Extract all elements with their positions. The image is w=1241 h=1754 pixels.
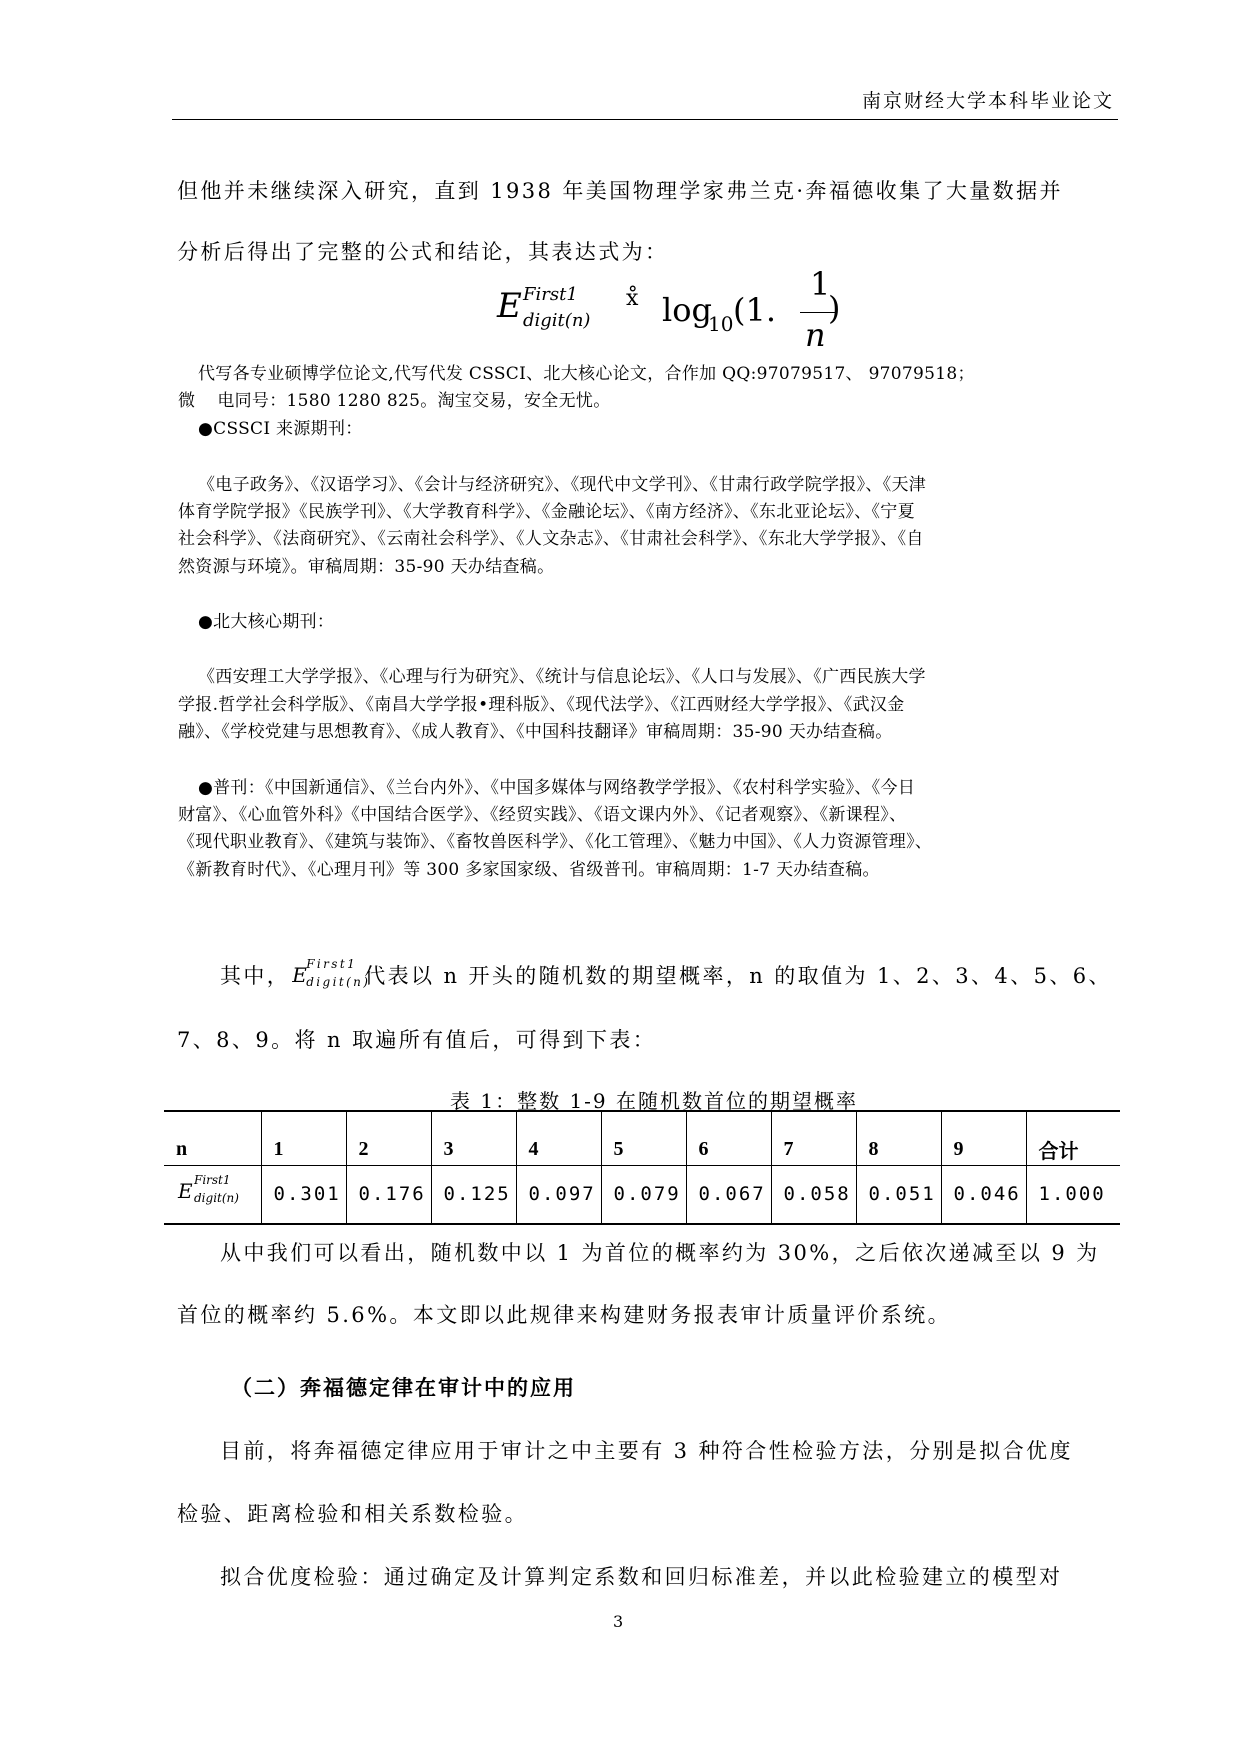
- table-header-cell: n: [176, 1137, 188, 1160]
- header-rule: [172, 119, 1118, 120]
- p4-line-2: 检验、距离检验和相关系数检验。: [177, 1502, 528, 1526]
- table-header-cell: 4: [516, 1111, 601, 1165]
- table-cell: 0.125: [431, 1165, 516, 1224]
- table-row: [164, 1165, 1120, 1224]
- general-line-4: 《新教育时代》、《心理月刊》等 300 多家国家级、省级普刊。审稿周期：1-7 天办结查稿。: [178, 860, 880, 880]
- p2-line-1: [220, 956, 1112, 993]
- formula-subscript: digit(n): [523, 310, 591, 331]
- p5-line-1: 拟合优度检验：通过确定及计算判定系数和回归标准差，并以此检验建立的模型对: [220, 1565, 1063, 1589]
- table-cell: 0.176: [346, 1165, 431, 1224]
- general-line-2: 财富》、《心血管外科》《中国结合医学》、《经贸实践》、《语文课内外》、《记者观察》、《新课程》、: [178, 805, 907, 825]
- table-cell: 0.079: [601, 1165, 686, 1224]
- ad-line-2-a: 微: [178, 391, 196, 411]
- inline-formula: E First1 digit(n): [292, 956, 371, 989]
- cssci-heading: ●CSSCI 来源期刊：: [198, 419, 363, 439]
- table-row-label: [164, 1165, 261, 1224]
- p1-line-1: 但他并未继续深入研究，直到 1938 年美国物理学家弗兰克·奔福德收集了大量数据并: [177, 179, 1063, 203]
- ad-line-2-b: 电同号：1580 1280 825。淘宝交易，安全无忧。: [217, 391, 611, 411]
- p2-prefix: 其中，: [220, 964, 291, 988]
- p1-line-2: 分析后得出了完整的公式和结论，其表达式为：: [177, 240, 669, 264]
- p3-line-1: 从中我们可以看出，随机数中以 1 为首位的概率约为 30%，之后依次递减至以 9 为: [220, 1241, 1100, 1265]
- table-header-cell: 6: [686, 1111, 771, 1165]
- pku-line-1: 《西安理工大学学报》、《心理与行为研究》、《统计与信息论坛》、《人口与发展》、《广西民族大学: [198, 667, 926, 687]
- pku-line-2: 学报.哲学社会科学版》、《南昌大学学报•理科版》、《现代法学》、《江西财经大学学报》、《武汉金: [178, 695, 905, 715]
- table-cell: 0.301: [261, 1165, 346, 1224]
- table-cell: 0.046: [941, 1165, 1026, 1224]
- general-line-3: 《现代职业教育》、《建筑与装饰》、《畜牧兽医科学》、《化工管理》、《魅力中国》、《人力资源管理》、: [178, 832, 933, 852]
- table-header-cell: 1: [261, 1111, 346, 1165]
- table-header-cell: 9: [941, 1111, 1026, 1165]
- p2-line-2: 7、8、9。将 n 取遍所有值后，可得到下表：: [177, 1028, 657, 1052]
- table-header-cell: 8: [856, 1111, 941, 1165]
- page-number: 3: [613, 1612, 624, 1631]
- running-header: 南京财经大学本科毕业论文: [862, 90, 1115, 112]
- p3-line-2: 首位的概率约 5.6%。本文即以此规律来构建财务报表审计质量评价系统。: [177, 1303, 952, 1327]
- table-header-cell: 5: [601, 1111, 686, 1165]
- formula-close: ): [828, 289, 841, 327]
- ad-line-1: 代写各专业硕博学位论文,代写代发 CSSCI、北大核心论文，合作加 QQ:97079517、 97079518；: [198, 364, 975, 384]
- table-cell: 0.051: [856, 1165, 941, 1224]
- table-cell: 0.097: [516, 1165, 601, 1224]
- table-header-cell: 3: [431, 1111, 516, 1165]
- table-header-row: [164, 1111, 1120, 1165]
- formula-denominator: n: [805, 316, 826, 354]
- formula-mark: ⅹ̊: [626, 286, 639, 311]
- pku-heading: ●北大核心期刊：: [198, 612, 335, 632]
- section-subheading: （二）奔福德定律在审计中的应用: [231, 1376, 576, 1400]
- formula-numerator: 1: [810, 265, 831, 303]
- table-cell: 0.067: [686, 1165, 771, 1224]
- cssci-line-1: 《电子政务》、《汉语学习》、《会计与经济研究》、《现代中文学刊》、《甘肃行政学院学报》、《天津: [198, 475, 927, 495]
- benford-table: [164, 1110, 1120, 1225]
- pku-line-3: 融》、《学校党建与思想教育》、《成人教育》、《中国科技翻译》审稿周期：35-90 天办结查稿。: [178, 722, 893, 742]
- formula-log-base: 10: [708, 312, 734, 336]
- formula-log: log: [662, 291, 712, 329]
- p2-suffix: 代表以 n 开头的随机数的期望概率，n 的取值为 1、2、3、4、5、6、: [364, 964, 1112, 988]
- table-caption: 表 1：整数 1-9 在随机数首位的期望概率: [450, 1089, 859, 1113]
- table-header-cell: 2: [346, 1111, 431, 1165]
- cssci-line-3: 社会科学》、《法商研究》、《云南社会科学》、《人文杂志》、《甘肃社会科学》、《东北大学学报》、《自: [178, 529, 924, 549]
- table-cell: 0.058: [771, 1165, 856, 1224]
- cssci-line-2: 体育学院学报》《民族学刊》、《大学教育科学》、《金融论坛》、《南方经济》、《东北亚论坛》、《宁夏: [178, 502, 915, 522]
- cssci-line-4: 然资源与环境》。审稿周期：35-90 天办结查稿。: [178, 557, 555, 577]
- formula-open: (1.: [733, 291, 777, 329]
- p4-line-1: 目前，将奔福德定律应用于审计之中主要有 3 种符合性检验方法，分别是拟合优度: [220, 1439, 1073, 1463]
- formula-symbol: E: [497, 286, 522, 326]
- formula-superscript: First1: [523, 284, 578, 305]
- row-label-formula: E First1 digit(n): [178, 1173, 239, 1205]
- general-line-1: ●普刊：《中国新通信》、《兰台内外》、《中国多媒体与网络教学学报》、《农村科学实验》、《今日: [198, 778, 916, 798]
- table-cell: 1.000: [1026, 1165, 1120, 1224]
- table-header-cell: 合计: [1026, 1111, 1120, 1165]
- table-header-cell: 7: [771, 1111, 856, 1165]
- ad-line-2: [178, 386, 611, 411]
